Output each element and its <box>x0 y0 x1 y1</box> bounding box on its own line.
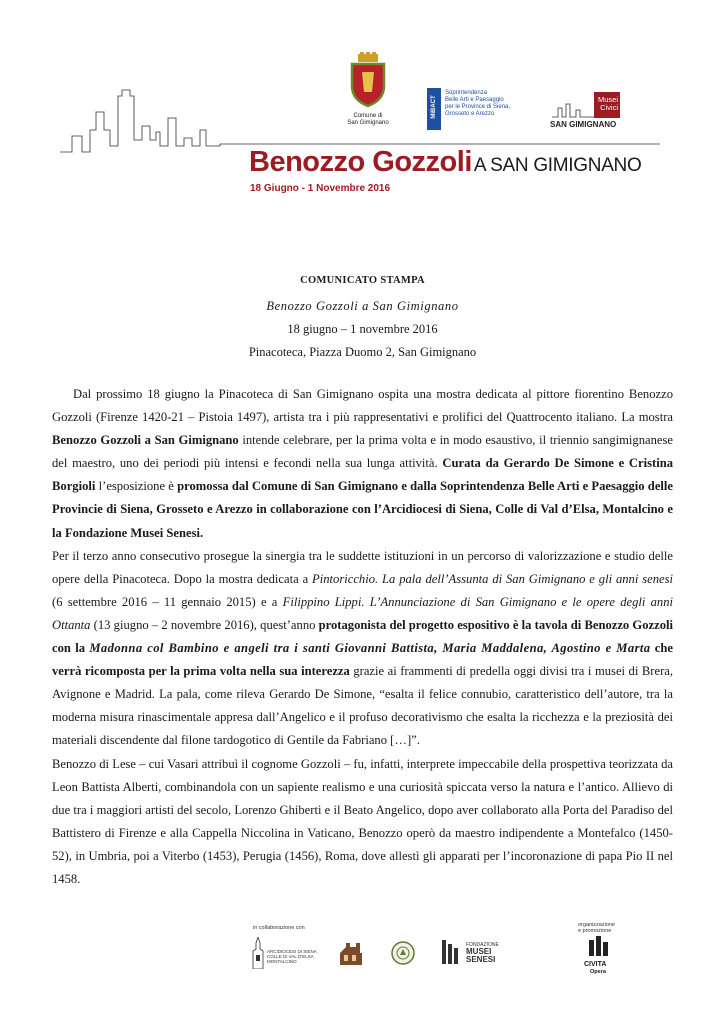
fondazione-mark-icon <box>442 940 464 964</box>
brown-building-logo-icon <box>338 941 364 967</box>
paragraph-3: Benozzo di Lese – cui Vasari attribuì il cognome Gozzoli – fu, infatti, interprete impeccabile della prospettiva teorizzata da Leon Battista Alberti, combinandola con un sapiente realismo e una curiosità spiccata verso la natura e l’antico. Allievo di due tra i maggiori artisti del secolo, Lorenzo Ghiberti e il Beato Angelico, dopo aver collaborato alla Porta del Paradiso del Battistero di Firenze e alla Cappella Niccolina in Vaticano, Benozzo operò da maestro indipendente a Montefalco (1450-52), in Umbria, poi a Viterbo (1453), Perugia (1456), Roma, dove allestì gli apparati per l’incoronazione di papa Pio II nel 1458. <box>52 756 673 886</box>
soprintendenza-logo <box>427 88 537 132</box>
org-label-1: organizzazione <box>578 922 615 928</box>
paragraph-1 <box>52 383 673 545</box>
p2-bold-italic-artwork: Madonna col Bambino e angeli tra i santi Giovanni Battista, Maria Maddalena, Agostino e Marta <box>89 641 651 656</box>
musei-civici-logo <box>548 92 626 132</box>
civita-towers-icon <box>588 936 610 956</box>
comune-logo <box>338 52 398 130</box>
musei-badge <box>594 92 620 118</box>
arcidiocesi-caption-2: COLLE DI VAL D'ELSA <box>267 954 314 959</box>
arcidiocesi-caption-1: ARCIDIOCESI DI SIENA <box>267 949 317 954</box>
p2-text-2: (6 settembre 2016 – 11 gennaio 2015) e a <box>52 594 283 609</box>
title-main: Benozzo Gozzoli <box>249 146 472 178</box>
fondazione-caption-2: MUSEI <box>466 947 492 956</box>
p2-bold-ricomposta: che verrà ricomposta per la prima volta nella sua interezza <box>52 641 673 679</box>
arcidiocesi-caption-3: MONTALCINO <box>267 959 297 964</box>
p2-bold-protagonista: protagonista del progetto espositivo è la tavola di Benozzo Gozzoli con la <box>52 617 673 656</box>
p1-bold-title: Benozzo Gozzoli a San Gimignano <box>52 433 239 448</box>
opera-label: Opera <box>590 969 606 975</box>
p1-text: Dal prossimo 18 giugno la Pinacoteca di San Gimignano ospita una mostra dedicata al pittore fiorentino Benozzo Gozzoli (Firenze 1420-21 – Pistoia 1497), artista tra i più rappresentativi e prolifici del Quattrocento italiano. La mostra <box>52 387 673 425</box>
soprintendenza-caption-1: Soprintendenza <box>445 90 488 96</box>
civita-logo <box>578 922 638 982</box>
press-body <box>52 383 673 891</box>
p2-italic-lippi: Filippino Lippi. L’Annunciazione di San Gimignano e le opere degli anni Ottanta <box>52 594 674 632</box>
p2-text-3: (13 giugno – 2 novembre 2016), quest’anno <box>90 617 319 632</box>
soprintendenza-caption-2: Belle Arti e Paesaggio <box>445 97 504 103</box>
p2-italic-pintoricchio: Pintoricchio. La pala dell’Assunta di San Gimignano e gli anni senesi <box>312 571 673 586</box>
comune-caption-1: Comune di <box>353 113 383 119</box>
arcidiocesi-logo <box>251 937 321 971</box>
round-seal-icon <box>391 941 415 965</box>
collab-label: in collaborazione con <box>253 925 305 931</box>
p1-bold-promoters: promossa dal Comune di San Gimignano e dalla Soprintendenza Belle Arti e Paesaggio delle Provincie di Siena, Grosseto e Arezzo in collaborazione con l’Arcidiocesi di Siena, Colle di Val d’Elsa, Montalcino e la Fondazione Musei Senesi. <box>52 479 673 540</box>
paragraph-2 <box>52 545 673 753</box>
soprintendenza-caption-4: Grosseto e Arezzo <box>445 111 495 117</box>
press-label: COMUNICATO STAMPA <box>300 275 425 286</box>
p1-bold-curators: Curata da Gerardo De Simone e Cristina Borgioli <box>52 456 673 494</box>
p2-text-4: grazie ai frammenti di predella oggi divisi tra i musei di Brera, Avignone e Madrid. La pala, come rileva Gerardo De Simone, “esalta il felice connubio, caratteristico dell’autore, tra la moderna misura rinascimentale appresa dall’Angelico e il profuso decorativismo che esalta la ricchezza e la preziosità dei materiali discendente dal filone tardogotico di Gentile da Fabriano […]”. <box>52 664 674 748</box>
exhibition-dates: 18 Giugno - 1 Novembre 2016 <box>250 183 391 194</box>
musei-label-2: Civici <box>600 103 618 112</box>
press-title: Benozzo Gozzoli a San Gimignano <box>266 299 459 313</box>
fondazione-musei-senesi-logo <box>442 940 502 968</box>
org-label-2: e promozione <box>578 928 612 934</box>
fondazione-caption-1: FONDAZIONE <box>466 942 499 948</box>
civita-label: CIVITA <box>584 961 607 968</box>
fondazione-caption-3: SENESI <box>466 955 496 964</box>
mibact-label: MiBACT <box>431 95 437 119</box>
exhibition-title <box>249 146 641 179</box>
coat-of-arms-icon <box>346 52 390 108</box>
press-venue: Pinacoteca, Piazza Duomo 2, San Gimignano <box>248 345 477 359</box>
p1-text-2: intende celebrare, per la prima volta e in modo esaustivo, il triennio sangimignanese del maestro, uno dei periodi più intensi e fecondi nella sua lunga attività. <box>52 433 673 471</box>
cathedral-icon <box>251 937 265 969</box>
musei-label-bottom: SAN GIMIGNANO <box>550 120 617 129</box>
musei-label-1: Musei <box>597 95 618 104</box>
p1-text-3: l’esposizione è <box>95 479 178 494</box>
mini-skyline-icon <box>552 100 596 118</box>
comune-caption-2: San Gimignano <box>347 120 389 126</box>
soprintendenza-caption-3: per le Province di Siena, <box>445 104 511 110</box>
title-sub: A SAN GIMIGNANO <box>473 155 642 176</box>
press-dates: 18 giugno – 1 novembre 2016 <box>287 322 438 336</box>
p2-text: Per il terzo anno consecutivo prosegue la sinergia tra le suddette istituzioni in un percorso di valorizzazione e studio delle opere della Pinacoteca. Dopo la mostra dedicata a <box>52 548 673 586</box>
mibact-badge <box>427 88 441 130</box>
